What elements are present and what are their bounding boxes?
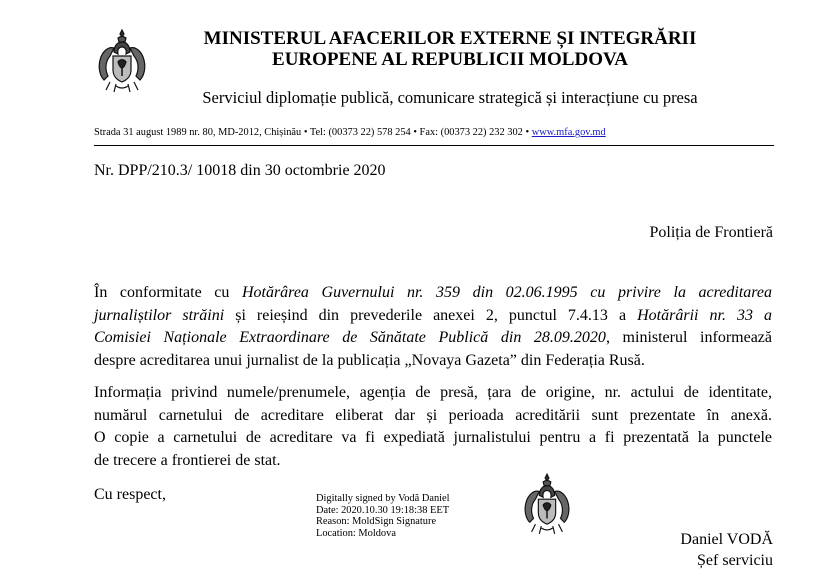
website-link[interactable]: www.mfa.gov.md (531, 127, 606, 138)
paragraph-2-line: de trecere a frontierei de stat. (94, 451, 281, 469)
text-span: În conformitate cu (94, 284, 242, 301)
paragraph-1 (94, 282, 772, 372)
service-name: Serviciul diplomație publică, comunicare strategică și interacțiune cu presa (202, 88, 698, 107)
decision-citation: Hotărârii nr. 33 a (637, 306, 773, 324)
address-text: Strada 31 august 1989 nr. 80, MD-2012, Chișinău • Tel: (00373 22) 578 254 • Fax: (00373 22) 232 302 • (94, 127, 532, 138)
paragraph-1-line (94, 305, 772, 328)
digital-signature-block (316, 493, 450, 539)
paragraph-2-line: O copie a carnetului de acreditare va fi expediată jurnalistului pentru a fi prezentată la punctele (94, 429, 772, 446)
decision-citation: Hotărârea Guvernului nr. 359 din 02.06.1995 cu privire la acreditarea (241, 284, 772, 301)
ministry-name-line1: MINISTERUL AFACERILOR EXTERNE ȘI INTEGRĂRII (203, 28, 697, 49)
reference-number: Nr. DPP/210.3/ 10018 din 30 octombrie 2020 (94, 162, 386, 179)
signature-reason: Reason: MoldSign Signature (316, 516, 437, 527)
signer-name: Daniel VODĂ (680, 531, 773, 548)
paragraph-2-line: Informația privind numele/prenumele, agenția de presă, țara de origine, nr. actului de identitate, (94, 384, 772, 401)
signature-line: Digitally signed by Vodă Daniel (316, 493, 450, 504)
signer-title: Șef serviciu (697, 551, 773, 569)
text-span: , ministerul informează (605, 329, 772, 346)
signature-emblem (522, 470, 572, 538)
paragraph-1-line (94, 282, 772, 305)
header-divider (94, 145, 774, 146)
ministry-name-line2: EUROPENE AL REPUBLICII MOLDOVA (272, 49, 628, 70)
paragraph-1-line: despre acreditarea unui jurnalist de la publicația „Novaya Gazeta” din Federația Rusă. (94, 351, 645, 369)
paragraph-1-line (94, 327, 772, 350)
text-span: și reieșind din prevederile anexei 2, punctul 7.4.13 a (224, 306, 638, 324)
closing-salutation: Cu respect, (94, 486, 166, 503)
signer-block (680, 530, 773, 571)
paragraph-2-line: numărul carnetului de acreditare eliberat dar și perioada acreditării sunt prezentate în anexă. (94, 406, 772, 424)
paragraph-2 (94, 382, 772, 472)
signature-date: Date: 2020.10.30 19:18:38 EET (316, 504, 450, 516)
contact-address (94, 127, 606, 138)
ministry-name (150, 28, 750, 70)
decision-citation: Comisiei Naționale Extraordinare de Sănătate Publică din 28.09.2020 (94, 329, 606, 346)
coat-of-arms-emblem (96, 26, 148, 96)
recipient: Poliția de Frontieră (649, 224, 773, 241)
signature-location: Location: Moldova (316, 527, 396, 539)
decision-citation: jurnaliștilor străini (94, 306, 225, 324)
